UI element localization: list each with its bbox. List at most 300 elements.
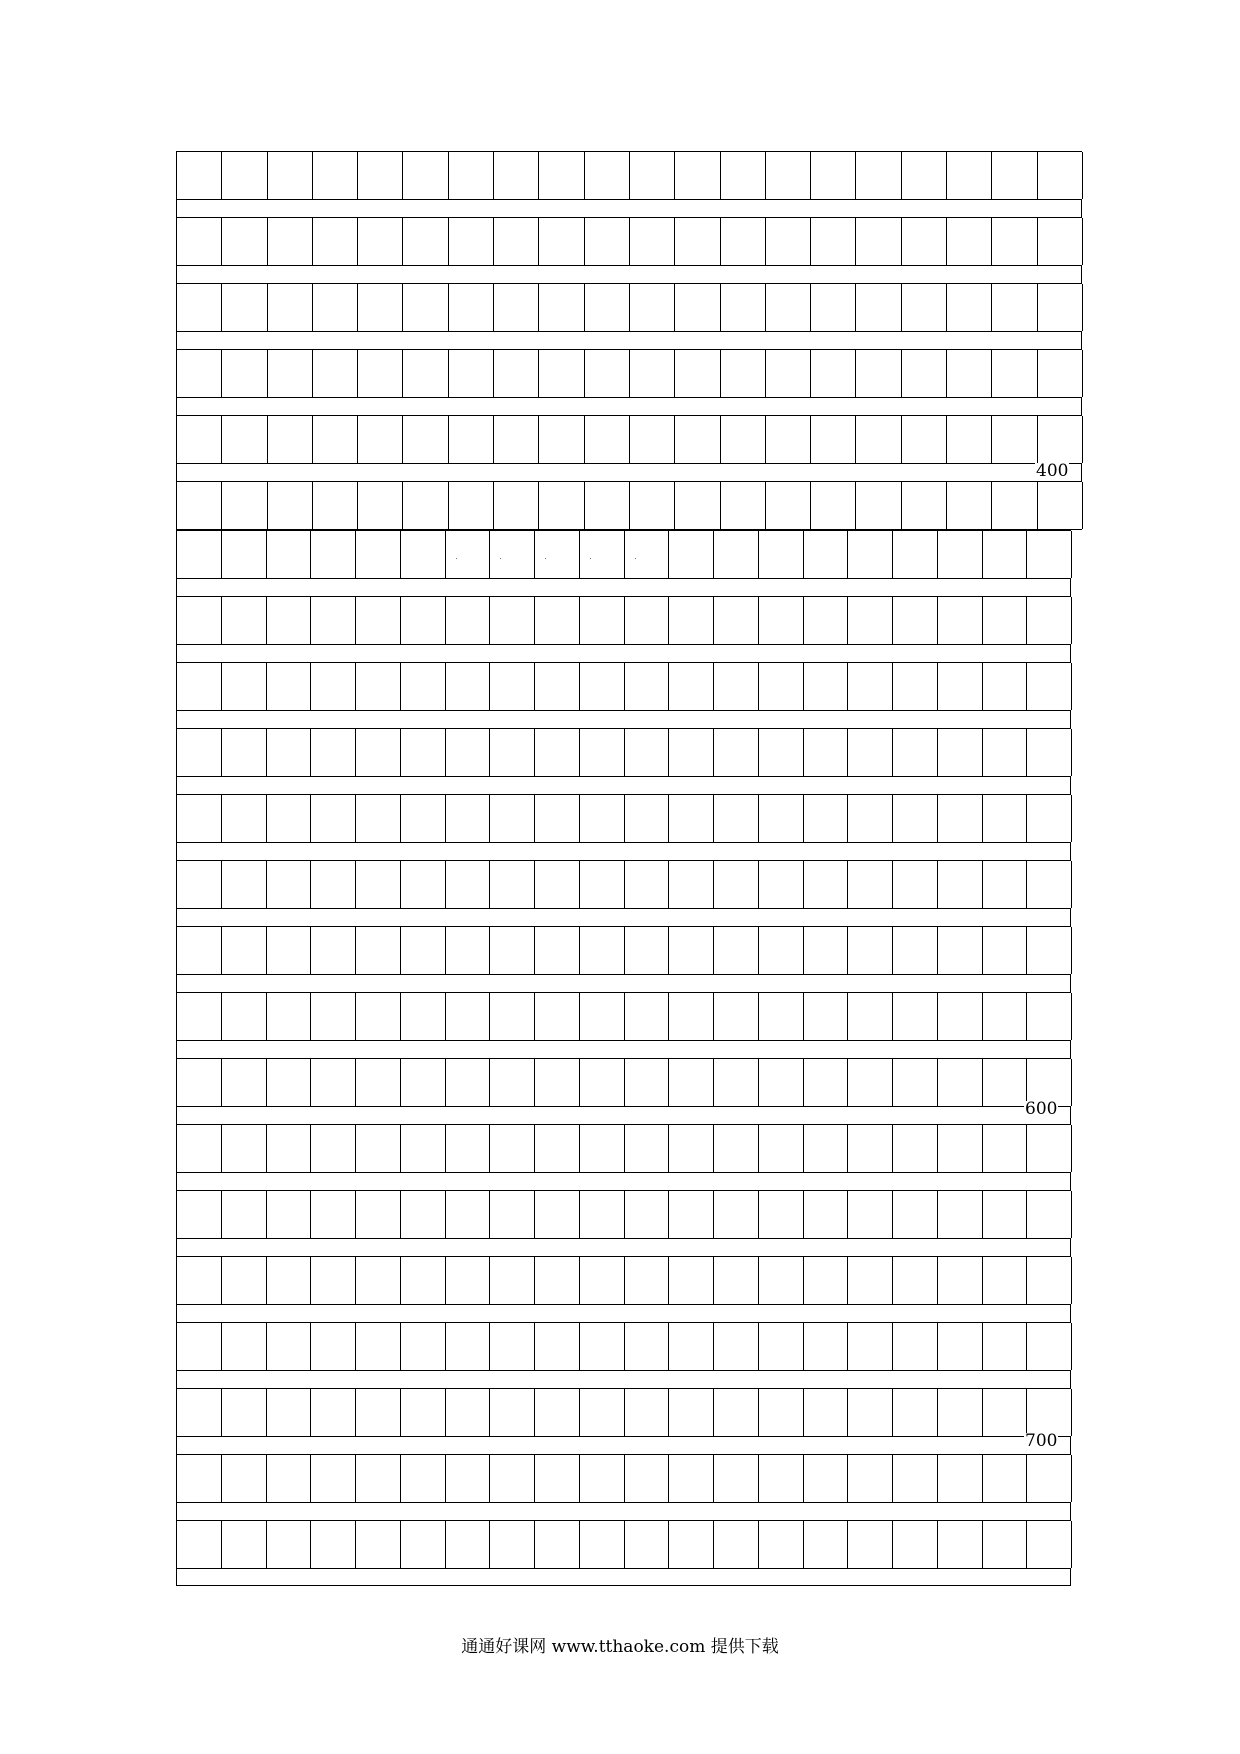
grid-cell [625, 1455, 670, 1502]
grid-cell [313, 350, 358, 397]
grid-cell [449, 350, 494, 397]
grid-cell [177, 350, 222, 397]
grid-cell [311, 1059, 356, 1106]
grid-row [176, 1124, 1071, 1173]
grid-row [176, 662, 1071, 711]
grid-cell [1027, 1257, 1072, 1304]
grid-cell [268, 218, 313, 265]
grid-cell [983, 663, 1028, 710]
grid-cell [1027, 927, 1072, 974]
grid-cell [804, 927, 849, 974]
grid-cell [766, 152, 811, 199]
grid-cell [222, 218, 267, 265]
grid-cell [401, 1389, 446, 1436]
grid-cell [983, 531, 1028, 578]
grid-cell [848, 795, 893, 842]
grid-cell [714, 1191, 759, 1238]
grid-cell [804, 729, 849, 776]
grid-cell [983, 1257, 1028, 1304]
grid-cell [714, 927, 759, 974]
grid-cell [669, 795, 714, 842]
grid-cell [580, 597, 625, 644]
grid-cell [490, 1521, 535, 1568]
grid-cell [675, 218, 720, 265]
grid-cell [356, 531, 401, 578]
grid-cell [625, 1125, 670, 1172]
grid-row [176, 1256, 1071, 1305]
grid-cell [759, 1521, 804, 1568]
grid-cell [356, 597, 401, 644]
grid-cell [630, 482, 675, 529]
grid-cell [585, 416, 630, 463]
grid-cell [267, 927, 312, 974]
grid-cell [983, 1323, 1028, 1370]
grid-cell [938, 1323, 983, 1370]
grid-cell [446, 927, 491, 974]
grid-row [176, 283, 1082, 332]
grid-cell [630, 152, 675, 199]
grid-cell [938, 1389, 983, 1436]
grid-cell [222, 597, 267, 644]
grid-cell [539, 218, 584, 265]
grid-cell [446, 1323, 491, 1370]
grid-row [176, 415, 1082, 464]
grid-cell [669, 1521, 714, 1568]
grid-cell [177, 1455, 222, 1502]
grid-cell [811, 218, 856, 265]
grid-cell [177, 218, 222, 265]
grid-cell [938, 795, 983, 842]
grid-cell [539, 416, 584, 463]
grid-cell [311, 663, 356, 710]
grid-cell [222, 1323, 267, 1370]
grid-row [176, 1190, 1071, 1239]
grid-cell [848, 1257, 893, 1304]
grid-cell [449, 218, 494, 265]
grid-cell [311, 729, 356, 776]
grid-cell [268, 284, 313, 331]
row-spacer [176, 1239, 1071, 1256]
grid-cell [268, 416, 313, 463]
grid-cell [177, 1059, 222, 1106]
grid-cell [669, 663, 714, 710]
grid-cell [714, 597, 759, 644]
grid-cell [630, 350, 675, 397]
grid-cell [675, 482, 720, 529]
grid-cell [580, 729, 625, 776]
grid-cell [580, 993, 625, 1040]
grid-cell [222, 729, 267, 776]
grid-cell [267, 795, 312, 842]
grid-cell [804, 861, 849, 908]
grid-cell [1038, 284, 1083, 331]
grid-cell [766, 284, 811, 331]
grid-cell [446, 663, 491, 710]
grid-cell [804, 1521, 849, 1568]
grid-cell [938, 927, 983, 974]
grid-cell [311, 1389, 356, 1436]
grid-cell [535, 993, 580, 1040]
grid-cell [893, 729, 938, 776]
grid-cell [580, 1191, 625, 1238]
grid-cell [804, 1455, 849, 1502]
grid-cell [625, 531, 670, 578]
grid-cell [759, 597, 804, 644]
grid-cell [313, 218, 358, 265]
grid-cell [356, 663, 401, 710]
grid-cell [403, 284, 448, 331]
grid-cell [580, 1257, 625, 1304]
grid-cell [1038, 482, 1083, 529]
grid-cell [893, 1455, 938, 1502]
grid-cell [222, 284, 267, 331]
grid-cell [267, 597, 312, 644]
grid-row [176, 530, 1071, 579]
grid-cell [535, 1521, 580, 1568]
grid-cell [721, 416, 766, 463]
grid-cell [669, 1323, 714, 1370]
grid-cell [177, 284, 222, 331]
grid-cell [313, 152, 358, 199]
grid-cell [177, 1125, 222, 1172]
grid-cell [893, 861, 938, 908]
grid-cell [580, 1455, 625, 1502]
grid-cell [177, 1521, 222, 1568]
grid-cell [267, 663, 312, 710]
grid-cell [311, 993, 356, 1040]
grid-cell [1038, 350, 1083, 397]
grid-cell [446, 1521, 491, 1568]
grid-cell [759, 1257, 804, 1304]
grid-row [176, 151, 1082, 200]
row-spacer [176, 1041, 1071, 1058]
grid-cell [401, 1257, 446, 1304]
grid-cell [938, 729, 983, 776]
grid-cell [848, 993, 893, 1040]
grid-cell [267, 1521, 312, 1568]
grid-cell [356, 1389, 401, 1436]
grid-cell [856, 416, 901, 463]
grid-cell [222, 1455, 267, 1502]
grid-cell [401, 1323, 446, 1370]
grid-cell [222, 927, 267, 974]
row-spacer [176, 777, 1071, 794]
grid-cell [490, 531, 535, 578]
grid-cell [177, 1257, 222, 1304]
grid-cell [669, 927, 714, 974]
grid-cell [804, 1059, 849, 1106]
grid-cell [714, 993, 759, 1040]
grid-cell [759, 1191, 804, 1238]
grid-cell [490, 729, 535, 776]
grid-cell [848, 531, 893, 578]
grid-row [176, 860, 1071, 909]
grid-cell [535, 663, 580, 710]
grid-cell [804, 1257, 849, 1304]
grid-cell [811, 350, 856, 397]
grid-cell [311, 1257, 356, 1304]
grid-cell [535, 1323, 580, 1370]
grid-cell [983, 597, 1028, 644]
grid-cell [669, 1257, 714, 1304]
grid-row [176, 217, 1082, 266]
grid-cell [177, 531, 222, 578]
grid-cell [625, 861, 670, 908]
grid-cell [759, 927, 804, 974]
grid-cell [311, 1323, 356, 1370]
grid-cell [403, 218, 448, 265]
grid-cell [1027, 993, 1072, 1040]
grid-cell [811, 416, 856, 463]
grid-cell [630, 416, 675, 463]
grid-cell [766, 482, 811, 529]
grid-cell [902, 416, 947, 463]
grid-cell [804, 597, 849, 644]
grid-cell [177, 729, 222, 776]
grid-cell [625, 1257, 670, 1304]
word-count-marker-600: 600 [1025, 1099, 1058, 1119]
grid-cell [893, 1059, 938, 1106]
grid-cell [893, 1257, 938, 1304]
grid-cell [267, 531, 312, 578]
grid-cell [449, 482, 494, 529]
grid-cell [358, 218, 403, 265]
grid-cell [938, 1191, 983, 1238]
grid-cell [585, 482, 630, 529]
grid-cell [856, 482, 901, 529]
stray-dot [635, 558, 636, 559]
grid-cell [585, 152, 630, 199]
grid-cell [893, 1191, 938, 1238]
grid-cell [893, 663, 938, 710]
grid-cell [902, 218, 947, 265]
grid-cell [669, 861, 714, 908]
grid-cell [675, 284, 720, 331]
grid-cell [848, 1059, 893, 1106]
grid-cell [625, 729, 670, 776]
grid-cell [938, 993, 983, 1040]
footer-source-text: 通通好课网 www.tthaoke.com 提供下载 [461, 1637, 779, 1657]
grid-cell [1027, 795, 1072, 842]
grid-cell [177, 927, 222, 974]
grid-cell [625, 597, 670, 644]
grid-cell [177, 416, 222, 463]
grid-cell [669, 1125, 714, 1172]
row-spacer [176, 711, 1071, 728]
grid-cell [356, 861, 401, 908]
grid-cell [1027, 1455, 1072, 1502]
grid-cell [947, 152, 992, 199]
grid-cell [669, 597, 714, 644]
grid-cell [714, 1455, 759, 1502]
row-spacer [176, 266, 1082, 283]
grid-cell [714, 1125, 759, 1172]
grid-cell [983, 1191, 1028, 1238]
grid-cell [222, 993, 267, 1040]
stray-dot [545, 558, 546, 559]
grid-cell [535, 795, 580, 842]
grid-cell [759, 531, 804, 578]
grid-cell [1027, 729, 1072, 776]
grid-cell [669, 531, 714, 578]
grid-cell [267, 1389, 312, 1436]
grid-cell [938, 663, 983, 710]
grid-cell [811, 482, 856, 529]
grid-cell [669, 1059, 714, 1106]
grid-cell [222, 1059, 267, 1106]
grid-cell [992, 218, 1037, 265]
grid-cell [311, 1191, 356, 1238]
grid-cell [177, 1323, 222, 1370]
grid-cell [446, 1191, 491, 1238]
grid-cell [714, 1389, 759, 1436]
grid-cell [893, 927, 938, 974]
grid-cell [356, 729, 401, 776]
grid-cell [494, 482, 539, 529]
grid-cell [222, 416, 267, 463]
grid-cell [446, 597, 491, 644]
grid-cell [449, 284, 494, 331]
grid-cell [759, 1389, 804, 1436]
grid-cell [580, 1521, 625, 1568]
grid-cell [804, 1125, 849, 1172]
grid-cell [490, 1125, 535, 1172]
grid-cell [535, 1455, 580, 1502]
grid-cell [848, 1455, 893, 1502]
grid-cell [625, 1389, 670, 1436]
grid-cell [856, 152, 901, 199]
grid-cell [490, 1455, 535, 1502]
grid-cell [1027, 531, 1072, 578]
grid-cell [222, 1257, 267, 1304]
grid-row [176, 1520, 1071, 1569]
grid-cell [992, 284, 1037, 331]
grid-cell [893, 531, 938, 578]
grid-cell [267, 993, 312, 1040]
grid-cell [630, 284, 675, 331]
grid-cell [947, 284, 992, 331]
grid-cell [625, 1191, 670, 1238]
grid-cell [902, 284, 947, 331]
grid-cell [893, 993, 938, 1040]
grid-cell [938, 1521, 983, 1568]
grid-cell [535, 531, 580, 578]
grid-cell [490, 1323, 535, 1370]
grid-cell [721, 350, 766, 397]
grid-cell [669, 1389, 714, 1436]
grid-cell [268, 350, 313, 397]
grid-cell [721, 482, 766, 529]
grid-cell [311, 795, 356, 842]
grid-cell [177, 152, 222, 199]
grid-cell [267, 1059, 312, 1106]
grid-cell [358, 482, 403, 529]
grid-cell [983, 1059, 1028, 1106]
grid-cell [490, 795, 535, 842]
grid-row [176, 728, 1071, 777]
grid-cell [446, 1389, 491, 1436]
grid-cell [490, 1257, 535, 1304]
grid-cell [356, 993, 401, 1040]
grid-cell [177, 993, 222, 1040]
grid-cell [759, 1323, 804, 1370]
grid-cell [893, 597, 938, 644]
grid-cell [535, 729, 580, 776]
grid-cell [222, 861, 267, 908]
grid-cell [313, 284, 358, 331]
grid-cell [535, 1257, 580, 1304]
grid-cell [446, 1059, 491, 1106]
grid-cell [848, 597, 893, 644]
grid-cell [490, 861, 535, 908]
grid-cell [401, 1521, 446, 1568]
grid-cell [580, 531, 625, 578]
grid-cell [535, 1059, 580, 1106]
grid-cell [313, 482, 358, 529]
grid-row [176, 1322, 1071, 1371]
stray-dot [590, 558, 591, 559]
grid-cell [446, 861, 491, 908]
grid-row [176, 1454, 1071, 1503]
grid-cell [893, 1323, 938, 1370]
grid-cell [535, 861, 580, 908]
grid-cell [675, 416, 720, 463]
grid-cell [401, 993, 446, 1040]
grid-cell [625, 795, 670, 842]
grid-cell [358, 416, 403, 463]
grid-cell [721, 152, 766, 199]
grid-cell [992, 152, 1037, 199]
grid-cell [580, 861, 625, 908]
grid-row [176, 1058, 1071, 1107]
grid-cell [766, 350, 811, 397]
grid-cell [856, 218, 901, 265]
grid-cell [804, 1389, 849, 1436]
grid-cell [401, 1191, 446, 1238]
grid-cell [311, 861, 356, 908]
stray-dot [500, 558, 501, 559]
row-spacer [176, 843, 1071, 860]
grid-cell [403, 482, 448, 529]
grid-cell [585, 218, 630, 265]
grid-cell [585, 284, 630, 331]
grid-cell [580, 1323, 625, 1370]
grid-cell [902, 350, 947, 397]
grid-cell [494, 416, 539, 463]
grid-cell [856, 284, 901, 331]
grid-cell [403, 350, 448, 397]
grid-cell [401, 531, 446, 578]
grid-cell [804, 1323, 849, 1370]
row-spacer [176, 461, 1082, 481]
grid-cell [267, 1323, 312, 1370]
grid-cell [714, 729, 759, 776]
grid-cell [625, 1059, 670, 1106]
grid-cell [403, 416, 448, 463]
grid-row [176, 481, 1082, 530]
grid-cell [983, 795, 1028, 842]
grid-cell [446, 531, 491, 578]
grid-cell [177, 663, 222, 710]
grid-cell [675, 350, 720, 397]
grid-cell [401, 927, 446, 974]
grid-cell [1027, 1323, 1072, 1370]
grid-cell [1038, 416, 1083, 463]
grid-cell [311, 531, 356, 578]
grid-row [176, 1388, 1071, 1437]
grid-cell [625, 1323, 670, 1370]
grid-cell [446, 729, 491, 776]
